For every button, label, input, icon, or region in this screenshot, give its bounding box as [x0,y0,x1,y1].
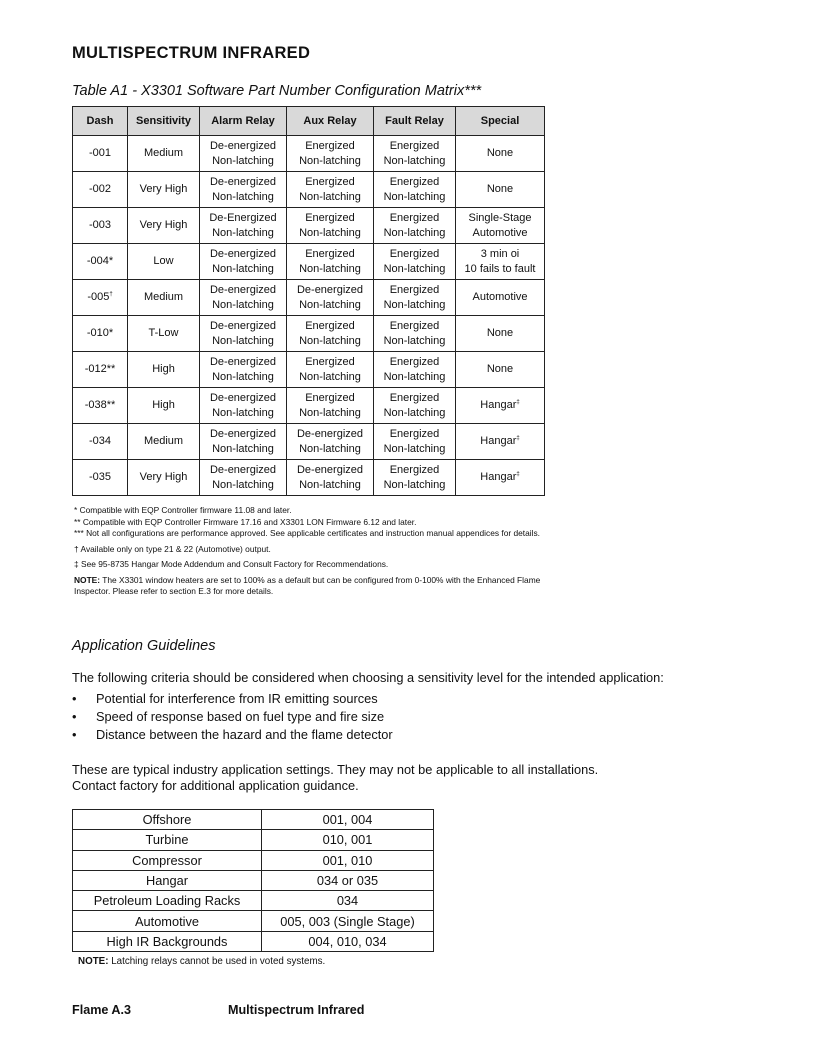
table-row [73,244,545,280]
special-mark: ‡ [516,435,520,442]
cell-aux-relay [287,208,374,244]
table-row [73,830,434,850]
cell-fault-relay [374,424,456,460]
aux-relay-line: Energized [305,319,355,332]
column-header-alarm-relay: Alarm Relay [200,107,287,136]
cell-dash [73,244,128,280]
cell-aux-relay [287,316,374,352]
cell-dash [73,460,128,496]
alarm-relay-line: De-energized [209,139,277,152]
special-text: None [486,147,514,159]
aux-relay-line: Energized [305,247,355,260]
special-mark: ‡ [516,399,520,406]
cell-alarm-relay [200,172,287,208]
alarm-relay-line: De-energized [209,319,277,332]
sensitivity-value: High [152,399,175,411]
aux-relay-line: De-energized [296,283,364,296]
aux-relay-line: Non-latching [299,370,361,383]
sensitivity-value: Very High [139,183,188,195]
fault-relay-line: Non-latching [383,226,446,239]
cell-dash [73,208,128,244]
matrix-header-row [73,107,545,136]
special-text: Single-Stage [468,211,532,224]
cell-fault-relay [374,460,456,496]
cell-fault-relay [374,208,456,244]
alarm-relay-line: De-Energized [209,211,277,224]
alarm-relay-line: Non-latching [212,370,274,383]
cell-aux-relay [287,136,374,172]
fault-relay-line: Energized [389,247,440,260]
criterion-text: Potential for interference from IR emitting sources [96,691,378,706]
alarm-relay-line: Non-latching [212,190,274,203]
bullet: • [72,709,77,724]
dash-value: -001 [88,147,112,159]
apps-body [73,810,434,952]
table-row [73,388,545,424]
footnote-note [74,575,544,598]
matrix-body [73,136,545,496]
cell-settings: 001, 010 [262,850,434,870]
cell-special [456,172,545,208]
aux-relay-line: Energized [305,175,355,188]
alarm-relay-line: Non-latching [212,478,274,491]
cell-aux-relay [287,424,374,460]
alarm-relay-line: De-energized [209,391,277,404]
dash-value: -002 [88,183,112,195]
footnote-2: ** Compatible with EQP Controller Firmware 17.16 and X3301 LON Firmware 6.12 and later. [74,516,417,527]
special-mark: ‡ [516,471,520,478]
table-row [73,172,545,208]
cell-settings: 010, 001 [262,830,434,850]
criterion-text: Distance between the hazard and the flame detector [96,727,393,742]
cell-fault-relay [374,136,456,172]
table-title: Table A1 - X3301 Software Part Number Configuration Matrix*** [72,83,482,99]
fault-relay-line: Energized [389,391,440,404]
cell-application: Offshore [73,810,262,830]
cell-sensitivity [128,280,200,316]
alarm-relay-line: Non-latching [212,154,274,167]
cell-sensitivity [128,208,200,244]
dash-value: -034 [88,435,112,447]
alarm-relay-line: De-energized [209,247,277,260]
special-text: Hangar [480,471,517,483]
cell-settings: 001, 004 [262,810,434,830]
cell-sensitivity [128,136,200,172]
special-line [456,290,544,305]
table-row [73,810,434,830]
list-item [72,690,393,708]
fault-relay-line: Non-latching [383,478,446,491]
cell-fault-relay [374,352,456,388]
typical-line-1: These are typical industry application settings. They may not be applicable to all installations. [72,762,599,777]
cell-fault-relay [374,316,456,352]
special-text: None [486,327,514,339]
dash-value: -010* [86,327,114,339]
cell-sensitivity [128,388,200,424]
alarm-relay-line: De-energized [209,355,277,368]
alarm-relay-line: De-energized [209,463,277,476]
special-line [456,182,544,197]
bullet: • [72,691,77,706]
fault-relay-line: Non-latching [383,406,446,419]
special-line [456,398,544,413]
cell-dash [73,388,128,424]
cell-application: High IR Backgrounds [73,931,262,951]
alarm-relay-line: Non-latching [212,334,274,347]
alarm-relay-line: De-energized [209,427,277,440]
aux-relay-line: Energized [305,139,355,152]
cell-special [456,316,545,352]
aux-relay-line: Non-latching [299,406,361,419]
footer-page-number: Flame A.3 [72,1003,132,1017]
special-text: Automotive [472,291,528,303]
sensitivity-value: Medium [143,291,184,303]
note-text: The X3301 window heaters are set to 100% as a default but can be configured from 0-100% with the Enhanced Flame Inspector. Please refer to section E.3 for more details. [74,574,541,596]
cell-special [456,136,545,172]
fault-relay-line: Energized [389,283,440,296]
cell-alarm-relay [200,208,287,244]
fault-relay-line: Non-latching [383,262,446,275]
fault-relay-line: Energized [389,139,440,152]
cell-application: Petroleum Loading Racks [73,891,262,911]
aux-relay-line: Energized [305,355,355,368]
table-row [73,136,545,172]
aux-relay-line: Non-latching [299,298,361,311]
cell-application: Turbine [73,830,262,850]
bullet: • [72,727,77,742]
aux-relay-line: Non-latching [299,334,361,347]
alarm-relay-line: De-energized [209,175,277,188]
cell-dash [73,352,128,388]
special-text: 3 min oi [480,247,520,260]
cell-alarm-relay [200,280,287,316]
aux-relay-line: Non-latching [299,442,361,455]
fault-relay-line: Energized [389,319,440,332]
aux-relay-line: Non-latching [299,262,361,275]
table-row [73,316,545,352]
footnote-4: † Available only on type 21 & 22 (Automotive) output. [74,543,271,554]
table-row [73,208,545,244]
cell-special [456,388,545,424]
special-text: 10 fails to fault [464,262,536,275]
sensitivity-value: T-Low [148,327,179,339]
cell-special [456,280,545,316]
cell-settings: 005, 003 (Single Stage) [262,911,434,931]
application-settings-table [72,809,434,952]
criterion-text: Speed of response based on fuel type and fire size [96,709,385,724]
cell-dash [73,172,128,208]
page-header: MULTISPECTRUM INFRARED [72,44,311,62]
fault-relay-line: Energized [389,175,440,188]
fault-relay-line: Non-latching [383,442,446,455]
fault-relay-line: Non-latching [383,334,446,347]
aux-relay-line: Energized [305,211,355,224]
cell-dash [73,316,128,352]
sensitivity-value: Medium [143,147,184,159]
cell-aux-relay [287,352,374,388]
apps-note [78,956,325,967]
cell-settings: 034 or 035 [262,870,434,890]
typical-line-2: Contact factory for additional application guidance. [72,778,359,793]
fault-relay-line: Non-latching [383,154,446,167]
cell-sensitivity [128,352,200,388]
cell-special [456,208,545,244]
cell-special [456,244,545,280]
special-text: Automotive [472,226,528,239]
fault-relay-line: Non-latching [383,370,446,383]
table-row [73,931,434,951]
note-label: NOTE: [74,574,101,585]
table-row [73,850,434,870]
cell-special [456,352,545,388]
table-row [73,460,545,496]
apps-note-text: Latching relays cannot be used in voted systems. [108,956,326,967]
dash-value: -012** [84,363,116,375]
cell-alarm-relay [200,244,287,280]
special-text: None [486,363,514,375]
sensitivity-value: Very High [139,471,188,483]
cell-alarm-relay [200,460,287,496]
special-line [456,470,544,485]
table-row [73,424,545,460]
cell-sensitivity [128,316,200,352]
section-title: Application Guidelines [72,638,216,654]
alarm-relay-line: Non-latching [212,406,274,419]
special-line [456,326,544,341]
footnote-3: *** Not all configurations are performance approved. See applicable certificates and instruction manual appendices for details. [74,528,541,538]
aux-relay-line: Energized [305,391,355,404]
dash-value: -038** [84,399,116,411]
table-row [73,911,434,931]
dash-mark: † [109,291,113,298]
cell-fault-relay [374,388,456,424]
dash-value: -003 [88,219,112,231]
aux-relay-line: De-energized [296,463,364,476]
footer-title: Multispectrum Infrared [228,1003,365,1017]
table-row [73,870,434,890]
cell-dash [73,136,128,172]
alarm-relay-line: Non-latching [212,262,274,275]
cell-aux-relay [287,460,374,496]
cell-alarm-relay [200,316,287,352]
special-line [456,247,544,262]
cell-alarm-relay [200,352,287,388]
aux-relay-line: De-energized [296,427,364,440]
column-header-sensitivity: Sensitivity [128,107,200,136]
dash-value: -035 [88,471,112,483]
cell-aux-relay [287,388,374,424]
fault-relay-line: Energized [389,427,440,440]
column-header-dash: Dash [73,107,128,136]
cell-sensitivity [128,244,200,280]
column-header-special: Special [456,107,545,136]
aux-relay-line: Non-latching [299,478,361,491]
cell-aux-relay [287,280,374,316]
aux-relay-line: Non-latching [299,154,361,167]
cell-aux-relay [287,244,374,280]
fault-relay-line: Energized [389,211,440,224]
guidelines-intro: The following criteria should be considered when choosing a sensitivity level for the intended application: [72,670,664,685]
special-text: None [486,183,514,195]
footnote-1: * Compatible with EQP Controller firmware 11.08 and later. [74,505,292,515]
footnotes [74,505,544,602]
footnote-5: ‡ See 95-8735 Hangar Mode Addendum and Consult Factory for Recommendations. [74,559,389,569]
alarm-relay-line: De-energized [209,283,277,296]
cell-settings: 004, 010, 034 [262,931,434,951]
list-item [72,726,393,744]
cell-sensitivity [128,460,200,496]
fault-relay-line: Non-latching [383,190,446,203]
alarm-relay-line: Non-latching [212,442,274,455]
special-line [456,262,544,277]
list-item [72,708,393,726]
special-text: Hangar [480,399,517,411]
alarm-relay-line: Non-latching [212,226,274,239]
cell-application: Compressor [73,850,262,870]
sensitivity-value: Low [153,255,174,267]
cell-alarm-relay [200,136,287,172]
special-line [456,211,544,226]
configuration-matrix-table [72,106,545,496]
fault-relay-line: Energized [389,463,440,476]
column-header-fault-relay: Fault Relay [374,107,456,136]
column-header-aux-relay: Aux Relay [287,107,374,136]
aux-relay-line: Non-latching [299,190,361,203]
cell-application: Hangar [73,870,262,890]
sensitivity-value: High [152,363,175,375]
special-line [456,434,544,449]
cell-application: Automotive [73,911,262,931]
cell-settings: 034 [262,891,434,911]
fault-relay-line: Energized [389,355,440,368]
aux-relay-line: Non-latching [299,226,361,239]
cell-sensitivity [128,172,200,208]
cell-dash [73,280,128,316]
special-text: Hangar [480,435,517,447]
cell-alarm-relay [200,424,287,460]
cell-fault-relay [374,244,456,280]
cell-dash [73,424,128,460]
criteria-list [72,690,393,744]
cell-sensitivity [128,424,200,460]
cell-aux-relay [287,172,374,208]
sensitivity-value: Medium [143,435,184,447]
cell-special [456,424,545,460]
special-line [456,146,544,161]
fault-relay-line: Non-latching [383,298,446,311]
cell-alarm-relay [200,388,287,424]
cell-fault-relay [374,172,456,208]
table-row [73,280,545,316]
typical-settings-text [72,762,598,794]
table-row [73,891,434,911]
alarm-relay-line: Non-latching [212,298,274,311]
dash-value: -005 [87,291,110,303]
special-line [456,362,544,377]
sensitivity-value: Very High [139,219,188,231]
table-row [73,352,545,388]
dash-value: -004* [86,255,114,267]
apps-note-label: NOTE: [78,956,109,967]
cell-fault-relay [374,280,456,316]
cell-special [456,460,545,496]
special-line [456,226,544,241]
